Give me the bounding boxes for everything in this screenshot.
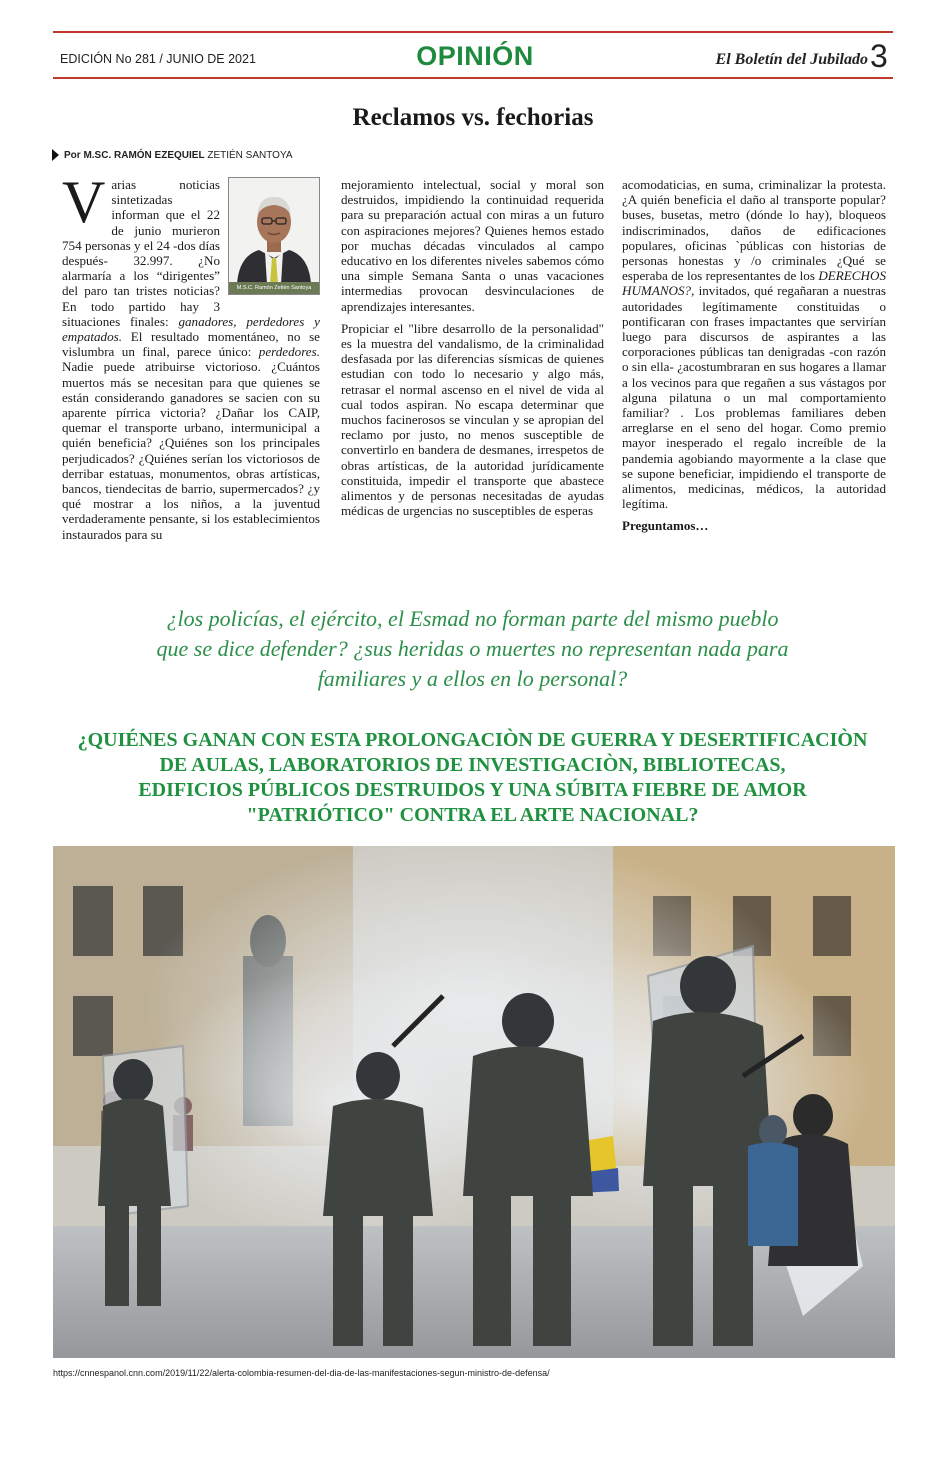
headline-question-line: DE AULAS, LABORATORIOS DE INVESTIGACIÒN, BIBLIOTECAS, [159, 754, 786, 776]
edition-label: EDICIÓN No 281 / JUNIO DE 2021 [60, 52, 256, 66]
header-bottom-rule [53, 77, 893, 79]
pull-quote-line: que se dice defender? ¿sus heridas o muertes no representan nada para [156, 636, 789, 661]
article-column-2 [341, 177, 604, 525]
section-title: OPINIÓN [416, 41, 534, 71]
closing-line: Preguntamos… [622, 518, 709, 534]
column-1-paragraph: Varias noticias sintetizadas informan que el 22 de junio murieron 754 personas y el 24 -dos días después- 32.997. ¿No alarmaría a los “dirigentes” del paro tan tristes noticias? En todo partido hay 3 situaciones finales: ganadores, perdedores y empatados. El resultado momentáneo, no se vislumbra un final, parece único: perdedores. Nadie puede atribuirse victorioso. ¿Cuántos muertos más se necesitan para que quienes se están considerando ganadores se sacien con su aparente pírrica victoria? ¿Dañar los CAIP, quemar el transporte urbano, intermunicipal a quién beneficia? ¿Quiénes son los principales perjudicados? ¿Quiénes serían los victoriosos de derribar estatuas, monumentos, obras artísticas, bancos, tiendecitas de barrio, supermercados? ¿y qué mostrar a los niños, a la juventud verdaderamente pensante, si los establecimientos instaurados para su [62, 169, 320, 542]
byline-author-prefix: Por M.SC. RAMÓN EZEQUIEL [64, 150, 205, 161]
pull-quote-line: ¿los policías, el ejército, el Esmad no forman parte del mismo pueblo [166, 606, 779, 631]
riot-scene-image [53, 846, 895, 1358]
article-title: Reclamos vs. fechorias [352, 104, 594, 131]
headline-question-line: "PATRIÓTICO" CONTRA EL ARTE NACIONAL? [246, 804, 699, 826]
byline-author-surname: ZETIÉN SANTOYA [207, 150, 293, 161]
photo-source-url: https://cnnespanol.cnn.com/2019/11/22/alerta-colombia-resumen-del-dia-de-las-manifestaciones-segun-ministro-de-defensa/ [53, 1368, 550, 1378]
headline-question [40, 728, 905, 828]
pull-quote-line: familiares y a ellos en lo personal? [317, 666, 628, 691]
article-column-3 [622, 177, 886, 534]
page-number: 3 [870, 38, 888, 74]
column-2-paragraph-1: mejoramiento intelectual, social y moral son destruidos, impidiendo la continuidad requerida para su preparación actual con miras a un futuro con aspiraciones mejores? Quienes hemos estado por muchas décadas vinculados al campo educativo en los diferentes niveles sabemos cómo una simple Semana Santa o unas vacaciones intermedias provocan desvinculaciones de aprendizajes interesantes. [341, 177, 604, 314]
article-column-1 [62, 169, 320, 549]
header-top-rule [53, 31, 893, 33]
author-photo-caption: M.S.C. Ramón Zetién Santoya [229, 282, 319, 294]
byline [52, 149, 293, 161]
headline-question-line: ¿QUIÉNES GANAN CON ESTA PROLONGACIÒN DE GUERRA Y DESERTIFICACIÒN [77, 729, 868, 751]
pull-quote [70, 604, 875, 694]
riot-police-photo [53, 846, 895, 1358]
drop-cap: V [62, 169, 106, 235]
column-3-paragraph: acomodaticias, en suma, criminalizar la protesta. ¿A quién beneficia el daño al transporte popular? buses, busetas, metro (dónde lo hay), bloqueos indiscriminados, daños de edificaciones populares, oficinas `públicas con historias de personas honestas y /o criminales ¿Qué se esperaba de los representantes de los DERECHOS HUMANOS?, invitados, qué regañaran a nuestras autoridades legítimamente constituidas o pontificaran con frases impactantes que servirían luego para discursos de aspirantes a las corporaciones públicas tan denigradas -con razón o sin ella- ¿acostumbraran en sus hogares a llamar a los vecinos para que regañen a sus vástagos por alguna pilatuna o un mal comportamiento familiar? . Los problemas familiares deben arreglarse en el seno del hogar. Como premio mayor inesperado el regalo increíble de la pandemia agobiando mayormente a la clase que se supone beneficiar, impidiendo el transporte de alimentos, medicinas, médicos, la autoridad legítima. [622, 177, 886, 512]
masthead-title: El Boletín del Jubilado [715, 51, 868, 68]
author-photo [228, 177, 320, 295]
column-2-paragraph-2: Propiciar el "libre desarrollo de la personalidad" es la muestra del vandalismo, de la criminalidad desfasada por las diferencias sísmicas de quienes estudian con todo lo necesario y algo más, retrasar el normal ascenso en el nivel de vida al cual todos aspiran. No escapa determinar que muchos facinerosos se vinculan y se apropian del reclamo por justo, no menos susceptible de convertirlo en bandera de desmanes, irrespetos de obras artísticas, de la autoridad jurídicamente constituida, impedir el transporte que abastece alimentos y de personas necesitadas de ayudas médicas de urgencias no susceptibles de esperas [341, 320, 604, 519]
author-portrait-image [229, 178, 319, 284]
headline-question-line: EDIFICIOS PÚBLICOS DESTRUIDOS Y UNA SÚBITA FIEBRE DE AMOR [138, 779, 807, 801]
byline-arrow-icon [52, 149, 59, 161]
